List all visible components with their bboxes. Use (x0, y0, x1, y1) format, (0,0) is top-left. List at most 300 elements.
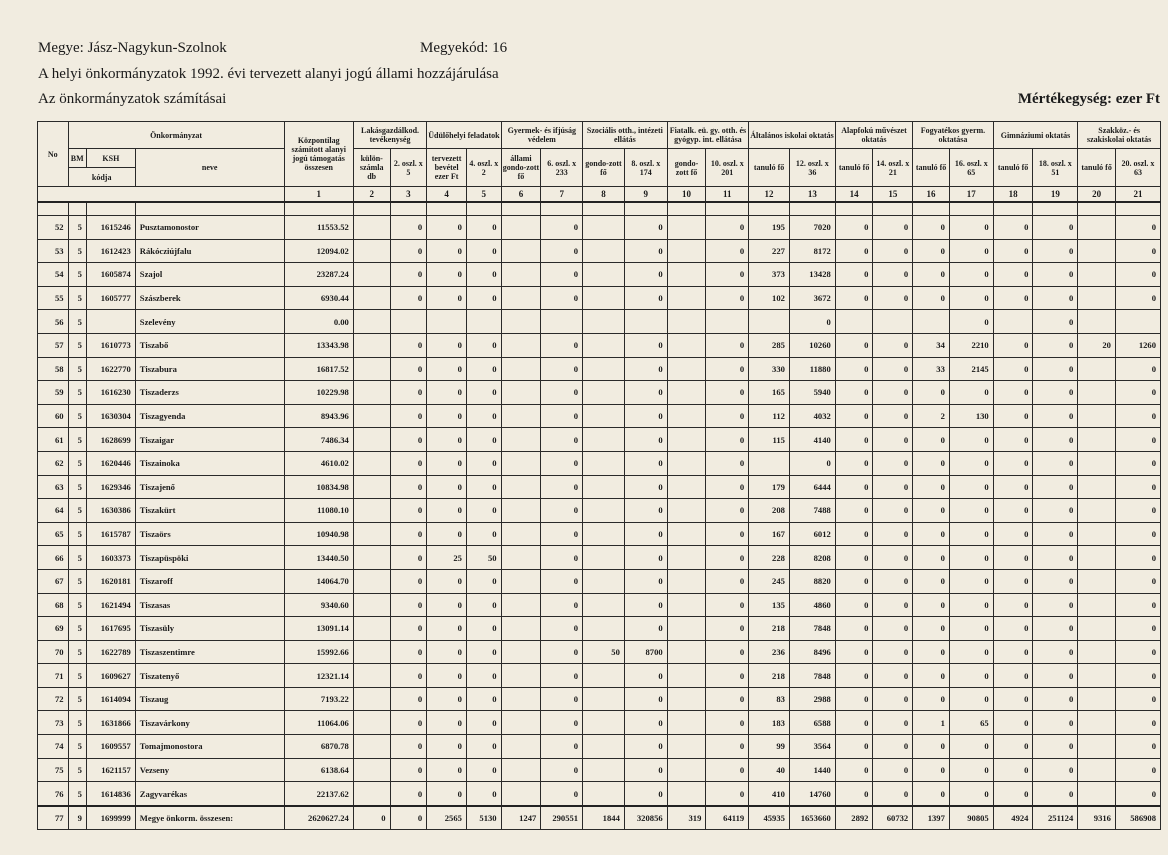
column-number: 19 (1033, 187, 1078, 203)
cell-value: 195 (749, 216, 790, 240)
cell-value (667, 782, 706, 806)
cell-value: 0 (1115, 381, 1160, 405)
cell-value (353, 758, 390, 782)
cell-value: 2988 (789, 687, 835, 711)
cell-value: 0 (873, 499, 913, 523)
cell-value: 0 (1115, 687, 1160, 711)
cell-value: 0 (624, 782, 667, 806)
cell-value: 0 (1033, 664, 1078, 688)
cell-value: 0 (873, 711, 913, 735)
cell-value: 0 (873, 758, 913, 782)
table-row (38, 546, 1161, 570)
column-number: 7 (541, 187, 583, 203)
cell-name: Tiszaszentimre (135, 640, 284, 664)
cell-value (1078, 499, 1116, 523)
cell-value: 0 (541, 640, 583, 664)
cell-value: 0 (949, 687, 993, 711)
cell-value: 3564 (789, 735, 835, 759)
cell-value: 0 (466, 593, 501, 617)
cell-value (1078, 664, 1116, 688)
cell-bm: 5 (68, 475, 86, 499)
cell-value: 0 (624, 404, 667, 428)
cell-value: 0 (706, 711, 749, 735)
cell-value: 0 (706, 239, 749, 263)
cell-bm: 5 (68, 758, 86, 782)
cell-value: 0 (1033, 239, 1078, 263)
cell-value: 0 (993, 664, 1033, 688)
cell-value (353, 640, 390, 664)
document-subtitle: Az önkormányzatok számításai (38, 91, 227, 107)
sub-header: tanuló fő (913, 149, 950, 187)
cell-value: 586908 (1115, 806, 1160, 830)
cell-ksh: 1617695 (86, 617, 135, 641)
cell-value: 0 (541, 451, 583, 475)
column-number: 11 (706, 187, 749, 203)
cell-value: 3672 (789, 286, 835, 310)
cell-value: 0 (1033, 428, 1078, 452)
cell-value: 0 (913, 758, 950, 782)
cell-no: 69 (38, 617, 69, 641)
cell-no: 62 (38, 451, 69, 475)
table-row (38, 404, 1161, 428)
cell-value (1078, 569, 1116, 593)
cell-value (583, 522, 625, 546)
cell-value (667, 617, 706, 641)
cell-value (993, 310, 1033, 334)
cell-value: 245 (749, 569, 790, 593)
column-number: 14 (835, 187, 873, 203)
cell-value: 64119 (706, 806, 749, 830)
cell-value: 0 (1115, 782, 1160, 806)
cell-value (353, 451, 390, 475)
cell-value: 0 (993, 735, 1033, 759)
cell-value: 0 (949, 499, 993, 523)
cell-no: 63 (38, 475, 69, 499)
table-row (38, 758, 1161, 782)
cell-value: 0 (873, 664, 913, 688)
cell-value: 0 (624, 664, 667, 688)
col-neve: neve (135, 149, 284, 187)
unit-label: Mértékegység: ezer Ft (1017, 91, 1160, 107)
cell-value: 2 (913, 404, 950, 428)
cell-value: 0 (624, 711, 667, 735)
cell-bm: 5 (68, 357, 86, 381)
cell-value: 13343.98 (284, 333, 353, 357)
cell-name: Tomajmonostora (135, 735, 284, 759)
cell-value: 0 (873, 782, 913, 806)
cell-value: 0 (466, 522, 501, 546)
cell-value (583, 216, 625, 240)
cell-value: 0 (873, 357, 913, 381)
cell-name: Tiszaroff (135, 569, 284, 593)
cell-value (1078, 617, 1116, 641)
cell-ksh: 1614094 (86, 687, 135, 711)
cell-value: 0 (390, 216, 427, 240)
cell-value: 0 (427, 522, 467, 546)
cell-bm: 5 (68, 522, 86, 546)
table-row (38, 569, 1161, 593)
cell-value: 0 (624, 758, 667, 782)
cell-value: 0 (873, 687, 913, 711)
cell-value (501, 546, 541, 570)
cell-value: 0 (949, 475, 993, 499)
table-row (38, 782, 1161, 806)
cell-value: 0 (427, 664, 467, 688)
cell-no: 75 (38, 758, 69, 782)
spacer-row (38, 202, 1161, 216)
cell-value: 0 (1033, 546, 1078, 570)
cell-value: 0 (390, 381, 427, 405)
sub-header: állami gondo-zott fő (501, 149, 541, 187)
cell-value (583, 428, 625, 452)
cell-bm: 5 (68, 381, 86, 405)
cell-name: Tiszaigar (135, 428, 284, 452)
cell-value: 0 (993, 357, 1033, 381)
cell-name: Tiszatenyő (135, 664, 284, 688)
cell-value: 0 (949, 569, 993, 593)
cell-value (583, 381, 625, 405)
cell-value: 8943.96 (284, 404, 353, 428)
cell-value (873, 310, 913, 334)
cell-value (583, 617, 625, 641)
cell-value: 0 (949, 216, 993, 240)
cell-value: 25 (427, 546, 467, 570)
cell-value: 0 (835, 499, 873, 523)
cell-value: 0 (1115, 216, 1160, 240)
cell-value: 0 (427, 758, 467, 782)
cell-value: 0 (427, 711, 467, 735)
cell-value (501, 263, 541, 287)
cell-value: 0 (913, 617, 950, 641)
cell-value (1078, 782, 1116, 806)
cell-value: 0 (427, 782, 467, 806)
cell-value: 99 (749, 735, 790, 759)
cell-value: 0 (466, 711, 501, 735)
cell-value: 0 (835, 263, 873, 287)
cell-value (1078, 687, 1116, 711)
cell-value: 0 (706, 569, 749, 593)
cell-value: 0 (835, 333, 873, 357)
cell-value (353, 216, 390, 240)
cell-ksh: 1629346 (86, 475, 135, 499)
table-row (38, 263, 1161, 287)
table-row (38, 239, 1161, 263)
cell-value: 0 (1115, 640, 1160, 664)
cell-value: 0 (390, 404, 427, 428)
cell-value: 130 (949, 404, 993, 428)
cell-value: 65 (949, 711, 993, 735)
cell-value: 0 (706, 735, 749, 759)
cell-value: 0 (1115, 758, 1160, 782)
table-row (38, 617, 1161, 641)
cell-value: 410 (749, 782, 790, 806)
cell-value: 0 (913, 475, 950, 499)
cell-value: 0 (873, 735, 913, 759)
cell-value: 45935 (749, 806, 790, 830)
cell-name: Szelevény (135, 310, 284, 334)
cell-value: 115 (749, 428, 790, 452)
cell-ksh: 1630304 (86, 404, 135, 428)
cell-value: 0 (427, 216, 467, 240)
cell-value (583, 404, 625, 428)
cell-value: 0 (835, 735, 873, 759)
cell-value: 13428 (789, 263, 835, 287)
cell-value: 0 (541, 711, 583, 735)
cell-name: Zagyvarékas (135, 782, 284, 806)
cell-value: 0 (1033, 593, 1078, 617)
sub-header: 2. oszl. x 5 (390, 149, 427, 187)
cell-value: 0 (541, 286, 583, 310)
cell-value: 0 (873, 333, 913, 357)
cell-value: 0 (993, 475, 1033, 499)
cell-bm: 5 (68, 711, 86, 735)
cell-value: 0 (624, 522, 667, 546)
cell-ksh: 1621494 (86, 593, 135, 617)
cell-value (353, 239, 390, 263)
cell-ksh: 1615246 (86, 216, 135, 240)
cell-value: 9316 (1078, 806, 1116, 830)
cell-value (1078, 381, 1116, 405)
cell-value (501, 216, 541, 240)
cell-value (583, 286, 625, 310)
cell-value: 0 (390, 735, 427, 759)
cell-value (667, 640, 706, 664)
cell-value: 0 (706, 593, 749, 617)
cell-name: Tiszaderzs (135, 381, 284, 405)
cell-value: 0 (993, 428, 1033, 452)
cell-bm: 5 (68, 546, 86, 570)
cell-value (501, 428, 541, 452)
cell-value: 83 (749, 687, 790, 711)
cell-value: 60732 (873, 806, 913, 830)
cell-value: 0 (706, 475, 749, 499)
cell-name: Tiszaug (135, 687, 284, 711)
cell-bm: 5 (68, 664, 86, 688)
cell-value: 4860 (789, 593, 835, 617)
cell-value: 4140 (789, 428, 835, 452)
cell-value (1078, 357, 1116, 381)
cell-value: 227 (749, 239, 790, 263)
cell-value: 0 (624, 428, 667, 452)
cell-value: 8208 (789, 546, 835, 570)
cell-value: 0 (949, 782, 993, 806)
cell-value (667, 428, 706, 452)
cell-value: 0 (706, 617, 749, 641)
cell-ksh: 1609557 (86, 735, 135, 759)
cell-value (667, 735, 706, 759)
cell-value: 0 (993, 263, 1033, 287)
cell-value: 0 (835, 357, 873, 381)
contribution-table (37, 121, 1161, 830)
cell-value: 0 (427, 357, 467, 381)
cell-value: 228 (749, 546, 790, 570)
cell-value: 0 (835, 758, 873, 782)
cell-value (353, 381, 390, 405)
cell-value (667, 286, 706, 310)
cell-value: 112 (749, 404, 790, 428)
cell-value: 0 (913, 239, 950, 263)
cell-value (667, 475, 706, 499)
group-header: Gimnáziumi oktatás (993, 122, 1078, 149)
cell-no: 73 (38, 711, 69, 735)
cell-value (501, 333, 541, 357)
cell-value (835, 310, 873, 334)
cell-value: 0 (466, 286, 501, 310)
cell-value: 0 (541, 593, 583, 617)
cell-bm: 5 (68, 333, 86, 357)
cell-value (1078, 735, 1116, 759)
table-row (38, 593, 1161, 617)
cell-value: 0 (913, 569, 950, 593)
cell-value: 208 (749, 499, 790, 523)
cell-value: 0 (993, 546, 1033, 570)
cell-ksh: 1603373 (86, 546, 135, 570)
table-row (38, 640, 1161, 664)
cell-value (667, 216, 706, 240)
cell-value: 0 (624, 687, 667, 711)
cell-value (353, 428, 390, 452)
cell-value: 0 (624, 286, 667, 310)
cell-value (1078, 239, 1116, 263)
cell-value (501, 381, 541, 405)
cell-value: 0 (390, 617, 427, 641)
cell-value: 0 (913, 782, 950, 806)
cell-value: 6012 (789, 522, 835, 546)
cell-value (353, 617, 390, 641)
cell-value (353, 404, 390, 428)
cell-value: 0 (1033, 499, 1078, 523)
cell-value: 1653660 (789, 806, 835, 830)
cell-value: 0 (466, 216, 501, 240)
cell-value (583, 451, 625, 475)
table-row (38, 664, 1161, 688)
cell-value: 0 (949, 310, 993, 334)
cell-value (353, 333, 390, 357)
cell-value: 0 (993, 640, 1033, 664)
cell-value: 0 (541, 404, 583, 428)
cell-ksh: 1605777 (86, 286, 135, 310)
cell-value: 0 (913, 687, 950, 711)
cell-value (1078, 758, 1116, 782)
cell-value (667, 451, 706, 475)
cell-value: 0 (993, 617, 1033, 641)
cell-value (667, 357, 706, 381)
cell-ksh: 1612423 (86, 239, 135, 263)
cell-value: 14760 (789, 782, 835, 806)
cell-value: 0 (390, 711, 427, 735)
cell-value: 0 (835, 782, 873, 806)
cell-value: 0 (427, 381, 467, 405)
cell-ksh: 1628699 (86, 428, 135, 452)
column-number: 17 (949, 187, 993, 203)
cell-value (353, 664, 390, 688)
cell-value: 0 (541, 216, 583, 240)
cell-value: 0 (993, 216, 1033, 240)
cell-value (466, 310, 501, 334)
cell-value: 102 (749, 286, 790, 310)
cell-value: 40 (749, 758, 790, 782)
cell-value (353, 357, 390, 381)
cell-value (749, 310, 790, 334)
cell-value: 0 (949, 758, 993, 782)
cell-name: Rákócziújfalu (135, 239, 284, 263)
cell-value (583, 310, 625, 334)
cell-value: 12321.14 (284, 664, 353, 688)
cell-value: 0 (624, 499, 667, 523)
cell-value: 2210 (949, 333, 993, 357)
cell-value: 0 (1033, 758, 1078, 782)
cell-value: 7193.22 (284, 687, 353, 711)
cell-value: 23287.24 (284, 263, 353, 287)
cell-value: 320856 (624, 806, 667, 830)
cell-bm: 5 (68, 310, 86, 334)
cell-value: 13440.50 (284, 546, 353, 570)
cell-value: 0 (1115, 546, 1160, 570)
table-row (38, 428, 1161, 452)
cell-value: 0 (624, 735, 667, 759)
cell-value: 0 (873, 404, 913, 428)
cell-value: 0 (1033, 735, 1078, 759)
cell-value (541, 310, 583, 334)
cell-value: 0 (427, 428, 467, 452)
cell-value: 0 (541, 569, 583, 593)
col-onkormanyzat: Önkormányzat (68, 122, 284, 149)
cell-value: 4610.02 (284, 451, 353, 475)
cell-value (501, 711, 541, 735)
cell-value (501, 404, 541, 428)
cell-value: 0 (390, 428, 427, 452)
cell-value: 2620627.24 (284, 806, 353, 830)
cell-value (501, 617, 541, 641)
cell-ksh: 1605874 (86, 263, 135, 287)
cell-value: 0 (466, 499, 501, 523)
cell-value: 50 (466, 546, 501, 570)
sub-header: tanuló fő (749, 149, 790, 187)
cell-value: 0 (427, 499, 467, 523)
cell-ksh: 1622789 (86, 640, 135, 664)
cell-value: 0 (624, 333, 667, 357)
cell-value: 0 (541, 428, 583, 452)
cell-value (583, 569, 625, 593)
cell-value: 0 (466, 357, 501, 381)
cell-value (1078, 475, 1116, 499)
cell-value: 0 (390, 263, 427, 287)
cell-no: 71 (38, 664, 69, 688)
cell-no: 72 (38, 687, 69, 711)
cell-value (667, 404, 706, 428)
cell-value: 0 (706, 428, 749, 452)
table-header (38, 122, 1161, 203)
cell-value: 0 (835, 428, 873, 452)
cell-value: 0 (949, 239, 993, 263)
cell-value: 0 (1033, 640, 1078, 664)
cell-value: 4924 (993, 806, 1033, 830)
cell-name: Tiszapüspöki (135, 546, 284, 570)
cell-value: 0 (873, 216, 913, 240)
column-number: 21 (1115, 187, 1160, 203)
cell-value (583, 735, 625, 759)
cell-value: 0 (427, 451, 467, 475)
sub-header: 4. oszl. x 2 (466, 149, 501, 187)
cell-value: 0 (873, 286, 913, 310)
group-header: Lakásgazdálkod. tevékenység (353, 122, 426, 149)
cell-value: 0 (993, 333, 1033, 357)
cell-value: 0 (949, 381, 993, 405)
cell-ksh: 1622770 (86, 357, 135, 381)
table-row (38, 522, 1161, 546)
cell-value: 0 (949, 546, 993, 570)
cell-value: 0 (624, 617, 667, 641)
